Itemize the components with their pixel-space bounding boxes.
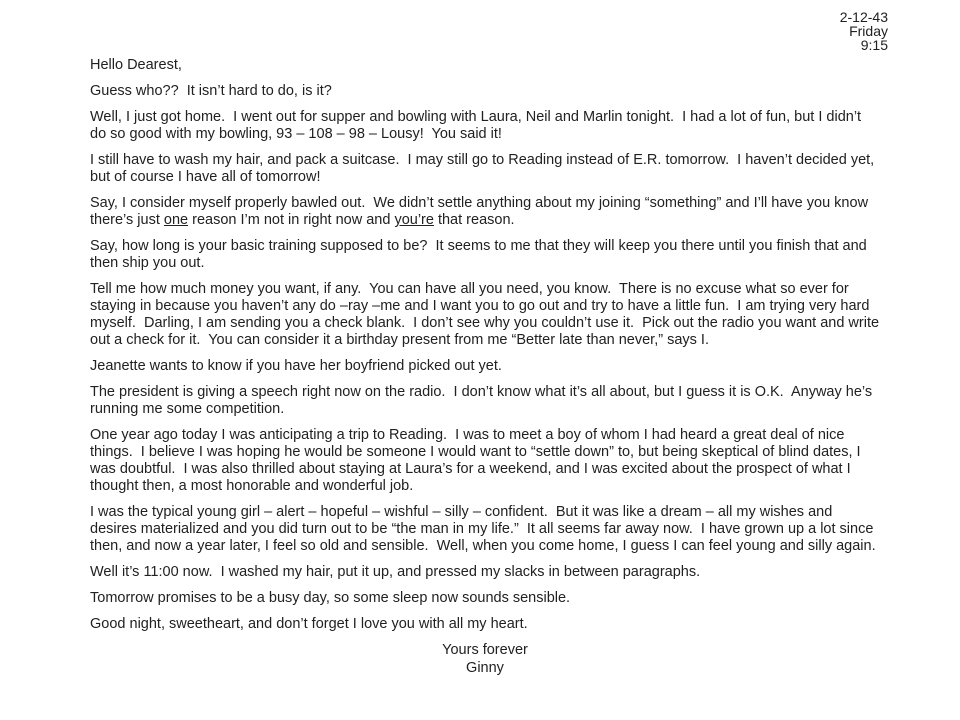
paragraph-text: Good night, sweetheart, and don’t forget I love you with all my heart. (90, 616, 528, 632)
paragraph-text: Tomorrow promises to be a busy day, so some sleep now sounds sensible. (90, 590, 571, 606)
paragraph-text: The president is giving a speech right now on the radio. I don’t know what it’s all about, but I guess it is O.K. Anyway he’s running me some competition. (90, 384, 877, 417)
letter-paragraph (90, 238, 880, 272)
signature: Ginny (466, 660, 504, 676)
greeting: Hello Dearest, (90, 57, 182, 73)
letter-paragraph (90, 195, 880, 229)
letter-body (90, 83, 884, 633)
paragraph-text: I still have to wash my hair, and pack a suitcase. I may still go to Reading instead of E.R. tomorrow. I haven’t decided yet, but of course I have all of tomorrow! (90, 152, 879, 185)
paragraph-text: Guess who?? It isn’t hard to do, is it? (90, 83, 332, 99)
underlined-text: one (163, 212, 189, 228)
letter-paragraph (90, 281, 884, 349)
paragraph-text: I was the typical young girl – alert – hopeful – wishful – silly – confident. But it was like a dream – all my wishes and desires materialized and you did turn out to be “the man in my life.” It all seems far away now. I have grown up a lot since then, and now a year later, I feel so old and sensible. Well, when you come home, I guess I can feel young and silly again. (90, 504, 878, 554)
paragraph-text: that reason. (433, 212, 515, 228)
letter-paragraph (90, 590, 880, 607)
letter-paragraph (90, 83, 880, 100)
letter-paragraph (90, 358, 880, 375)
paragraph-text: reason I’m not in right now and (188, 212, 395, 228)
paragraph-text: Say, I consider myself properly bawled out. We didn’t settle anything about my joining “something” and I’ll have you know there’s just (90, 195, 873, 228)
time-line: 9:15 (860, 37, 888, 53)
paragraph-text: Say, how long is your basic training supposed to be? It seems to me that they will keep you there until you finish that and then ship you out. (90, 238, 871, 271)
paragraph-text: Jeanette wants to know if you have her boyfriend picked out yet. (90, 358, 502, 374)
letter-paragraph (90, 427, 880, 495)
date-line: 2-12-43 (839, 9, 888, 25)
day-line: Friday (849, 23, 888, 39)
letter-paragraph (90, 616, 880, 633)
paragraph-text: One year ago today I was anticipating a trip to Reading. I was to meet a boy of whom I had heard a great deal of nice things. I believe I was hoping he would be someone I would want to “settle down” to, but being skeptical of blind dates, I was doubtful. I was also thrilled about staying at Laura’s for a weekend, and I was excited about the prospect of what I thought then, a most honorable and wonderful job. (90, 427, 865, 494)
paragraph-text: Tell me how much money you want, if any. You can have all you need, you know. There is no excuse what so ever for staying in because you haven’t any do –ray –me and I want you to go out and try to have a little fun. I am trying very hard myself. Darling, I am sending you a check blank. I don’t see why you couldn’t use it. Pick out the radio you want and write out a check for it. You can consider it a birthday present from me “Better late than never,” says I. (90, 281, 884, 348)
closing (90, 642, 880, 677)
valediction: Yours forever (442, 642, 528, 658)
letter-paragraph (90, 384, 880, 418)
letter-paragraph (90, 109, 880, 143)
paragraph-text: Well it’s 11:00 now. I washed my hair, put it up, and pressed my slacks in between paragraphs. (90, 564, 701, 580)
letter-paragraph (90, 564, 880, 581)
date-block (0, 10, 960, 52)
letter-paragraph (90, 152, 880, 186)
letter-paragraph (90, 504, 880, 555)
underlined-text: you’re (394, 212, 434, 228)
letter-body-block (90, 57, 884, 677)
paragraph-text: Well, I just got home. I went out for supper and bowling with Laura, Neil and Marlin tonight. I had a lot of fun, but I didn’t do so good with my bowling, 93 – 108 – 98 – Lousy! You said it! (90, 109, 866, 142)
